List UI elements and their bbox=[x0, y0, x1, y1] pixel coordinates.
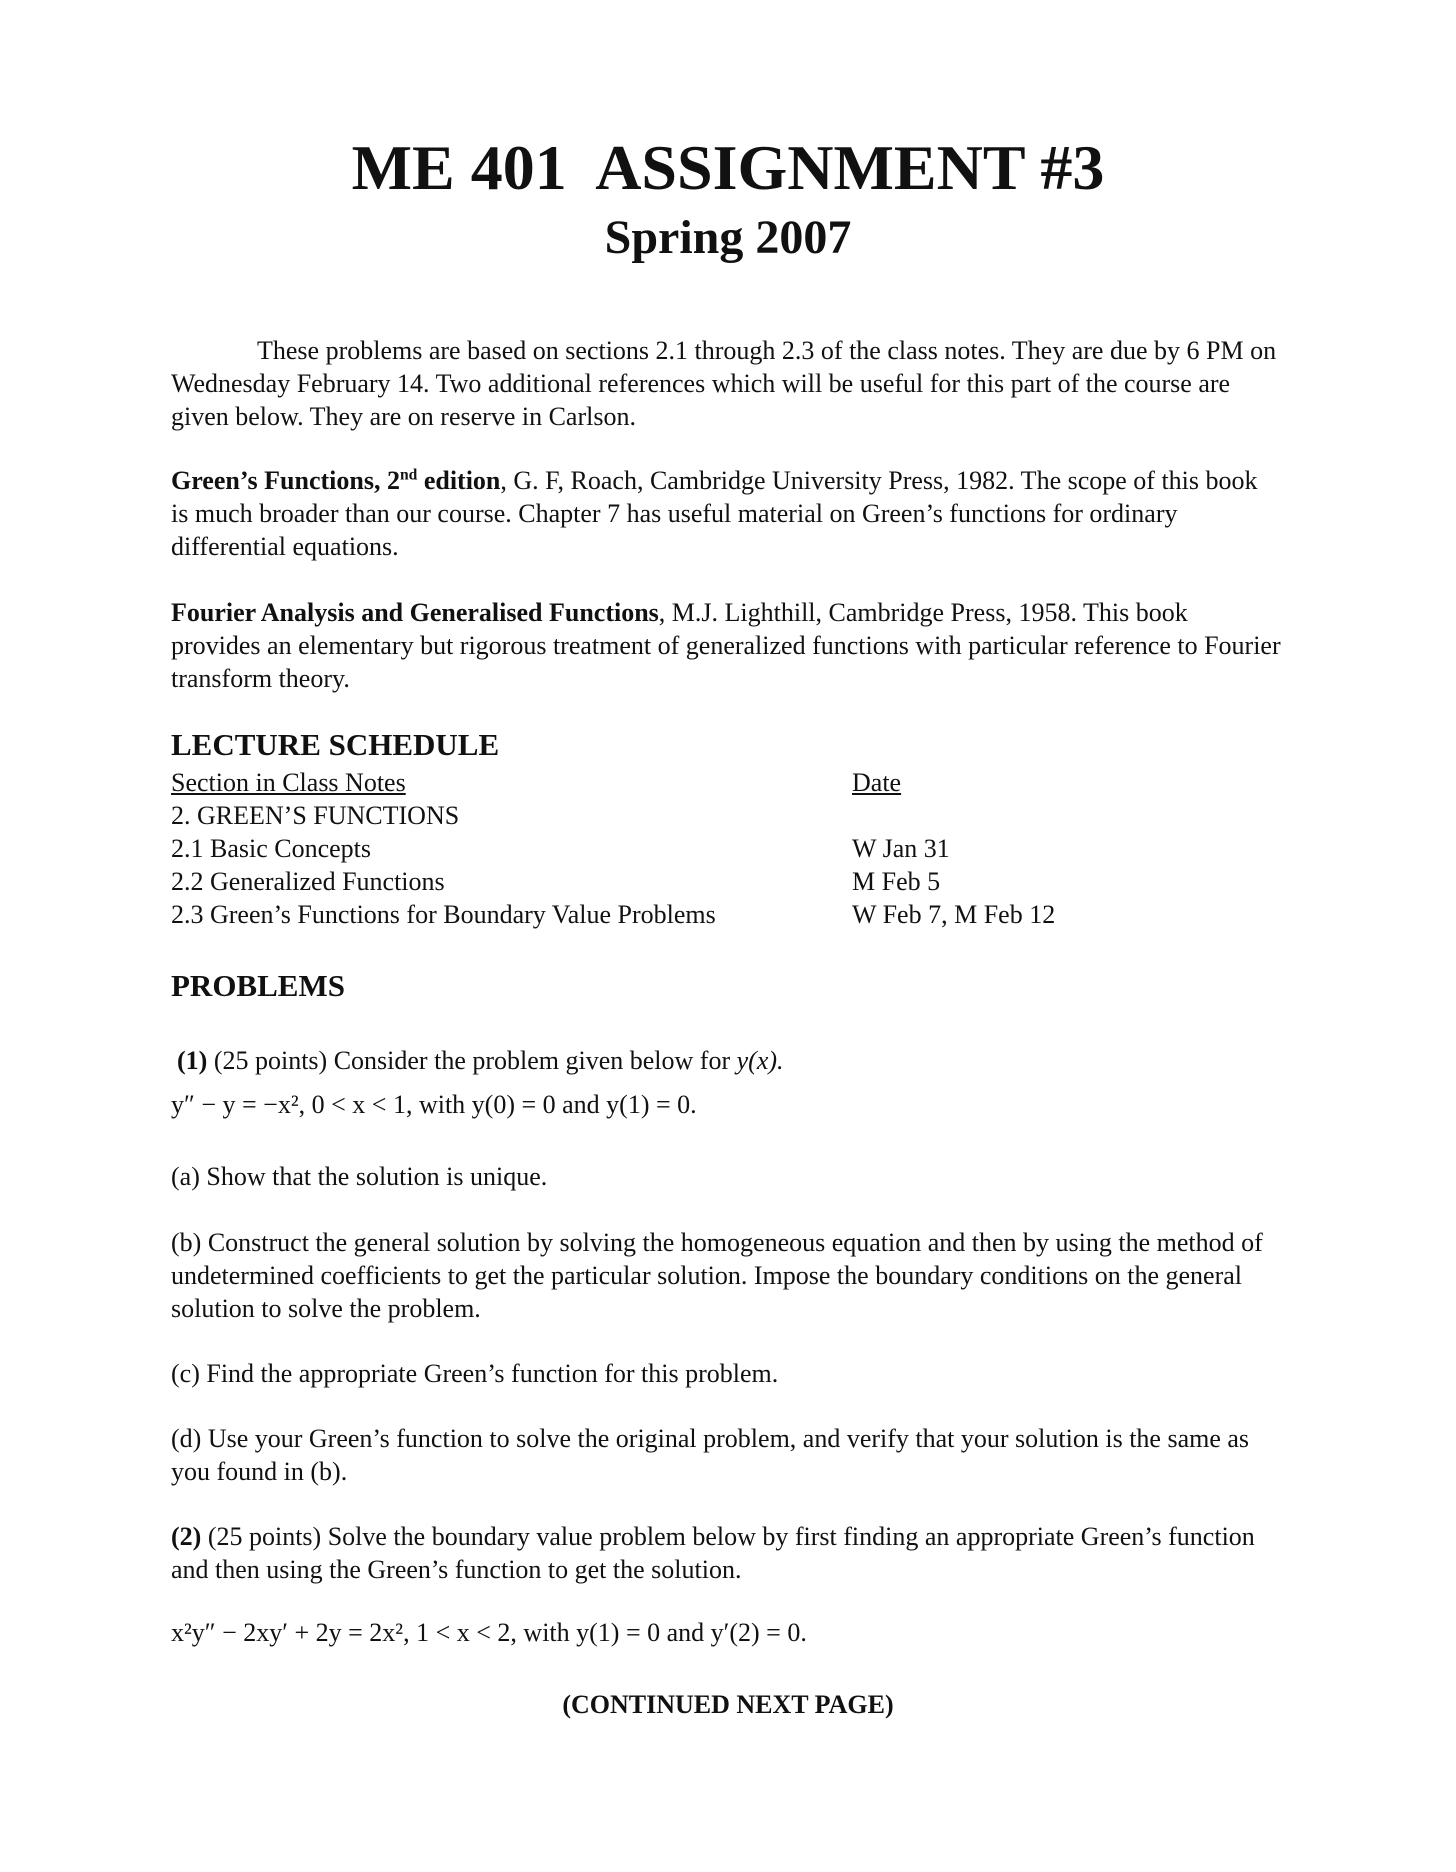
reference-lighthill-details: , M.J. Lighthill, Cambridge Press, 1958. This book provides an elementary but rigorous treatment of generalized functions with particular reference to Fourier transform theory. bbox=[171, 598, 1281, 693]
schedule-row-section: 2.2 Generalized Functions bbox=[171, 867, 445, 896]
reference-roach bbox=[171, 464, 1281, 563]
reference-roach-title: Green’s Functions, 2nd edition bbox=[171, 466, 501, 495]
schedule-row-section: 2.3 Green’s Functions for Boundary Value Problems bbox=[171, 900, 716, 929]
problem-2-text: (25 points) Solve the boundary value problem below by first finding an appropriate Green’s function and then using the Green’s function to get the solution. bbox=[171, 1522, 1255, 1584]
schedule-col-section: Section in Class Notes bbox=[171, 768, 406, 797]
schedule-row-date: M Feb 5 bbox=[852, 867, 941, 896]
schedule-col-date: Date bbox=[852, 768, 902, 797]
problem-1-number: (1) bbox=[177, 1046, 208, 1075]
reference-lighthill bbox=[171, 596, 1281, 695]
problem-1-intro bbox=[177, 1044, 1287, 1077]
page-title: ME 401 ASSIGNMENT #3 bbox=[351, 132, 1105, 203]
reference-roach-details: , G. F, Roach, Cambridge University Press, 1982. The scope of this book is much broader than our course. Chapter 7 has useful material on Green’s functions for ordinary differential equations. bbox=[171, 466, 1258, 561]
schedule-row-date: W Jan 31 bbox=[852, 834, 950, 863]
problems-heading: PROBLEMS bbox=[171, 968, 345, 1003]
problem-1-part-d: (d) Use your Green’s function to solve the original problem, and verify that your solution is the same as you found in (b). bbox=[171, 1424, 1250, 1486]
schedule-heading: LECTURE SCHEDULE bbox=[171, 727, 500, 762]
schedule-row-date: W Feb 7, M Feb 12 bbox=[852, 900, 1056, 929]
problem-2 bbox=[171, 1520, 1281, 1586]
problem-2-number: (2) bbox=[171, 1522, 202, 1551]
page-subtitle: Spring 2007 bbox=[604, 211, 852, 264]
problem-2-equation: x²y″ − 2xy′ + 2y = 2x², 1 < x < 2, with y(1) = 0 and y′(2) = 0. bbox=[171, 1618, 807, 1647]
intro-paragraph: These problems are based on sections 2.1 through 2.3 of the class notes. They are due by 6 PM on Wednesday February 14. Two additional references which will be useful for this part of the course are given below. They are on reserve in Carlson. bbox=[171, 336, 1277, 431]
problem-1-equation: y″ − y = −x², 0 < x < 1, with y(0) = 0 and y(1) = 0. bbox=[171, 1090, 697, 1119]
schedule-row-section: 2.1 Basic Concepts bbox=[171, 834, 372, 863]
problem-1-text: (25 points) Consider the problem given below for bbox=[207, 1046, 737, 1075]
problem-1-part-c: (c) Find the appropriate Green’s function for this problem. bbox=[171, 1359, 779, 1388]
continued-note: (CONTINUED NEXT PAGE) bbox=[562, 1690, 894, 1719]
problem-1-part-b: (b) Construct the general solution by solving the homogeneous equation and then by using the method of undetermined coefficients to get the particular solution. Impose the boundary conditions on the general solution to solve the problem. bbox=[171, 1228, 1263, 1323]
problem-1-part-a: (a) Show that the solution is unique. bbox=[171, 1162, 548, 1191]
reference-lighthill-title: Fourier Analysis and Generalised Functions bbox=[171, 598, 659, 627]
schedule-row-section: 2. GREEN’S FUNCTIONS bbox=[171, 801, 460, 830]
problem-1-variable: y(x). bbox=[736, 1046, 784, 1075]
